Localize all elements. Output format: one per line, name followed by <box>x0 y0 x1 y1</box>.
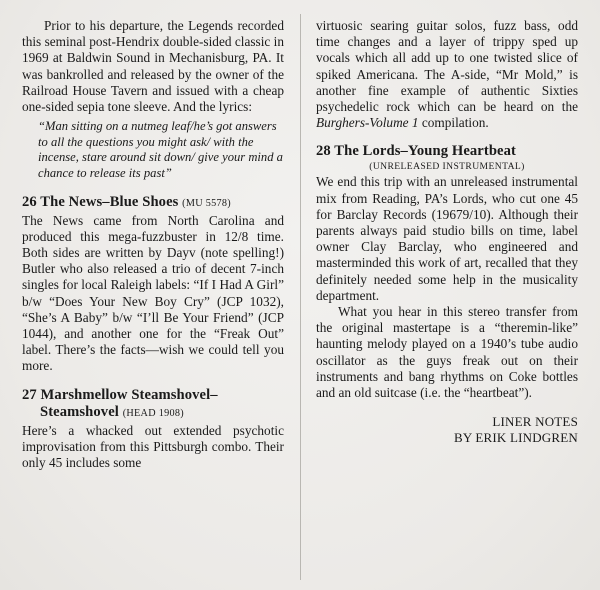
entry-28-body-1: We end this trip with an unreleased instrumental mix from Reading, PA’s Lords, who cut one 45 for Barclay Records (19679/10). Although their parents always paid studio bills on time, label owner Clay Barclay, who engineered and masterminded this work of art, recalled that they definitely needed some help in the musicality department. <box>316 174 578 303</box>
right-column <box>300 18 578 576</box>
entry-26-number: 26 <box>22 193 37 210</box>
entry-28-number: 28 <box>316 143 331 160</box>
entry-27-catalog: (HEAD 1908) <box>122 407 184 419</box>
credits-line-1: LINER NOTES <box>492 414 578 430</box>
entry-27-body: Here’s a whacked out extended psychotic improvisation from this Pittsburgh combo. Their only 45 includes some <box>22 422 284 471</box>
continued-tail: compilation. <box>418 115 489 131</box>
compilation-title: Burghers-Volume 1 <box>316 115 419 131</box>
lyric-quote: “Man sitting on a nutmeg leaf/he’s got answers to all the questions you might ask/ with the incense, stare around sit down/ give your mind a chance to release its past” <box>38 119 283 180</box>
credits-block <box>316 414 578 446</box>
credits-line-2: BY ERIK LINDGREN <box>453 430 578 446</box>
entry-27-heading <box>22 387 284 422</box>
two-column-layout <box>22 18 578 576</box>
continued-text: virtuosic searing guitar solos, fuzz bass, odd time changes and a layer of trippy sped up vocals which all add up to one twisted slice of spiked Americana. The A-side, “Mr Mold,” is another fine example of authentic Sixties psychedelic rock which can be heard on the <box>316 18 578 115</box>
entry-26-catalog: (MU 5578) <box>182 197 231 209</box>
continued-paragraph <box>316 18 578 131</box>
entry-28-subtitle: (UNRELEASED INSTRUMENTAL) <box>369 161 525 173</box>
entry-28-body-2: What you hear in this stereo transfer from the original mastertape is a “theremin-like” haunting melody played on a 1940’s tube audio oscillator as the guys freak out on their instruments and bang rhythms on Coke bottles and an old suitcase (i.e. the “heartbeat”). <box>316 304 578 401</box>
entry-26-heading <box>22 194 284 212</box>
intro-paragraph: Prior to his departure, the Legends recorded this seminal post-Hendrix double-sided classic in 1969 at Baldwin Sound in Mechanisburg, PA. It was bankrolled and released by the owner of the Railroad House Tavern and issued with a cheap one-sided sepia tone sleeve. And the lyrics: <box>22 18 284 115</box>
entry-27-title-line2: Steamshovel <box>40 403 119 420</box>
left-column <box>22 18 300 576</box>
entry-27-title-line1: Marshmellow Steamshovel– <box>40 386 218 403</box>
entry-28-heading <box>316 143 578 160</box>
entry-26-title: The News–Blue Shoes <box>40 193 179 210</box>
entry-28-title: The Lords–Young Heartbeat <box>334 143 516 160</box>
entry-27-number: 27 <box>22 386 37 403</box>
entry-27-title-line2-wrap <box>22 404 284 422</box>
entry-26-body: The News came from North Carolina and produced this mega-fuzzbuster in 12/8 time. Both sides are written by Dayv (note spelling!) Butler who also released a trio of decent 7-inch singles for local Raleigh labels: “If I Had A Girl” b/w “Does Your New Boy Cry” (JCP 1032), “She’s A Baby” b/w “I’ll Be Your Friend” (JCP 1044), and another one for the “Freak Out” label. There’s the facts—wish we could tell you more. <box>22 212 284 374</box>
